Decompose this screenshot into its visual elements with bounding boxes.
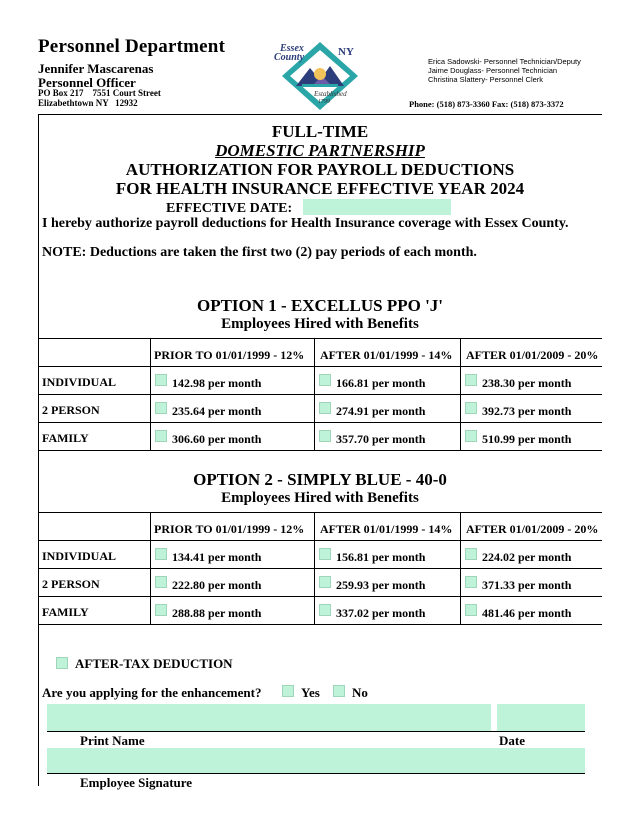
option1-individual-value-3: 238.30 per month [482, 376, 572, 390]
option2-title: OPTION 2 - SIMPLY BLUE - 40-0 [193, 470, 447, 489]
option1-col-header-after-2009: AFTER 01/01/2009 - 20% [466, 348, 599, 362]
option1-family-value-3: 510.99 per month [482, 432, 572, 446]
option2-2-person-value-1: 222.80 per month [172, 578, 262, 592]
frame-top-rule [38, 114, 602, 115]
option2-col-header-after-2009: AFTER 01/01/2009 - 20% [466, 522, 599, 536]
logo-ny-text: NY [338, 46, 354, 58]
officer-name: Jennifer Mascarenas [38, 61, 154, 76]
option1-row-label-individual: INDIVIDUAL [42, 375, 117, 389]
option1-rule [38, 422, 602, 423]
enhancement-yes-label: Yes [301, 685, 320, 700]
option2-family-value-2: 337.02 per month [336, 606, 426, 620]
option1-family-checkbox-1[interactable] [155, 430, 167, 442]
option1-2-person-checkbox-3[interactable] [465, 402, 477, 414]
date-field[interactable] [497, 704, 585, 731]
print-name-field[interactable] [47, 704, 491, 731]
option1-individual-value-1: 142.98 per month [172, 376, 262, 390]
option1-rule [38, 450, 602, 451]
phone-fax: Phone: (518) 873-3360 Fax: (518) 873-3372 [409, 99, 564, 109]
option1-family-value-1: 306.60 per month [172, 432, 262, 446]
option2-individual-value-3: 224.02 per month [482, 550, 572, 564]
option2-2-person-checkbox-1[interactable] [155, 576, 167, 588]
effective-date-field[interactable] [303, 199, 451, 215]
option1-individual-checkbox-1[interactable] [155, 374, 167, 386]
option1-col-divider [314, 338, 315, 450]
option1-col-header-prior-1999: PRIOR TO 01/01/1999 - 12% [154, 348, 305, 362]
option2-individual-value-2: 156.81 per month [336, 550, 426, 564]
option1-row-label-2-person: 2 PERSON [42, 403, 100, 417]
option2-individual-checkbox-2[interactable] [319, 548, 331, 560]
form-title-line-4: FOR HEALTH INSURANCE EFFECTIVE YEAR 2024 [115, 179, 525, 198]
option1-2-person-value-1: 235.64 per month [172, 404, 262, 418]
option2-family-checkbox-3[interactable] [465, 604, 477, 616]
option2-2-person-value-2: 259.93 per month [336, 578, 426, 592]
logo-county-text: County [274, 52, 305, 63]
department-title: Personnel Department [38, 36, 226, 57]
option2-2-person-checkbox-3[interactable] [465, 576, 477, 588]
option1-individual-checkbox-2[interactable] [319, 374, 331, 386]
option2-col-divider [460, 512, 461, 624]
enhancement-no-checkbox[interactable] [333, 685, 345, 697]
option1-2-person-checkbox-2[interactable] [319, 402, 331, 414]
option2-row-label-family: FAMILY [42, 605, 89, 619]
option2-family-checkbox-1[interactable] [155, 604, 167, 616]
effective-date-label: EFFECTIVE DATE: [166, 201, 293, 216]
logo-established-text: Established [314, 90, 347, 98]
date-label: Date [499, 733, 525, 748]
option2-col-header-prior-1999: PRIOR TO 01/01/1999 - 12% [154, 522, 305, 536]
option1-subtitle: Employees Hired with Benefits [221, 316, 419, 332]
option2-family-value-1: 288.88 per month [172, 606, 262, 620]
after-tax-checkbox[interactable] [56, 657, 68, 669]
staff-line-2: Jaime Douglass- Personnel Technician [428, 66, 558, 75]
option2-row-label-2-person: 2 PERSON [42, 577, 100, 591]
form-title-line-2 [38, 141, 602, 161]
option1-rule [38, 394, 602, 395]
option1-row-label-family: FAMILY [42, 431, 89, 445]
after-tax-label: AFTER-TAX DEDUCTION [75, 656, 233, 671]
option2-col-divider [314, 512, 315, 624]
address-line-2: Elizabethtown NY 12932 [38, 98, 138, 108]
logo-essex-text: Essex [280, 43, 304, 54]
option2-rule [38, 596, 602, 597]
option2-rule [38, 624, 602, 625]
essex-county-logo [272, 40, 372, 112]
form-title-line-3: AUTHORIZATION FOR PAYROLL DEDUCTIONS [125, 160, 515, 179]
option2-individual-value-1: 134.41 per month [172, 550, 262, 564]
option1-individual-checkbox-3[interactable] [465, 374, 477, 386]
option2-col-header-after-1999: AFTER 01/01/1999 - 14% [320, 522, 453, 536]
option2-subtitle: Employees Hired with Benefits [221, 490, 419, 506]
staff-line-1: Erica Sadowski- Personnel Technician/Deputy [428, 57, 581, 66]
employee-signature-field[interactable] [47, 748, 585, 773]
staff-line-3: Christina Slattery- Personnel Clerk [428, 75, 544, 84]
enhancement-yes-checkbox[interactable] [282, 685, 294, 697]
signature-rule [47, 773, 585, 774]
option2-family-value-3: 481.46 per month [482, 606, 572, 620]
option1-family-checkbox-2[interactable] [319, 430, 331, 442]
option2-rule [38, 540, 602, 541]
option1-col-divider [460, 338, 461, 450]
option1-rule [38, 366, 602, 367]
officer-title: Personnel Officer [38, 75, 136, 90]
employee-signature-label: Employee Signature [80, 775, 193, 790]
note-text: NOTE: Deductions are taken the first two (2) pay periods of each month. [42, 245, 477, 260]
option1-family-checkbox-3[interactable] [465, 430, 477, 442]
option1-2-person-value-2: 274.91 per month [336, 404, 426, 418]
option2-individual-checkbox-3[interactable] [465, 548, 477, 560]
option2-family-checkbox-2[interactable] [319, 604, 331, 616]
option2-individual-checkbox-1[interactable] [155, 548, 167, 560]
print-name-rule [47, 731, 585, 732]
option2-rule [38, 512, 602, 513]
option1-individual-value-2: 166.81 per month [336, 376, 426, 390]
print-name-label: Print Name [80, 733, 145, 748]
option2-col-divider [150, 512, 151, 624]
authorization-text: I hereby authorize payroll deductions for Health Insurance coverage with Essex County. [42, 216, 569, 231]
option2-2-person-checkbox-2[interactable] [319, 576, 331, 588]
address-line-1: PO Box 217 7551 Court Street [38, 88, 161, 98]
option2-rule [38, 568, 602, 569]
option1-title: OPTION 1 - EXCELLUS PPO 'J' [196, 296, 444, 315]
option1-2-person-value-3: 392.73 per month [482, 404, 572, 418]
option1-rule [38, 338, 602, 339]
enhancement-no-label: No [352, 685, 368, 700]
form-title-line-2-text: DOMESTIC PARTNERSHIP [215, 141, 425, 160]
option1-col-divider [150, 338, 151, 450]
enhancement-question: Are you applying for the enhancement? [42, 685, 262, 700]
option2-2-person-value-3: 371.33 per month [482, 578, 572, 592]
option1-2-person-checkbox-1[interactable] [155, 402, 167, 414]
logo-year-text: 1799 [318, 99, 330, 105]
form-title-line-1: FULL-TIME [271, 122, 369, 141]
option1-col-header-after-1999: AFTER 01/01/1999 - 14% [320, 348, 453, 362]
option1-family-value-2: 357.70 per month [336, 432, 426, 446]
option2-row-label-individual: INDIVIDUAL [42, 549, 117, 563]
